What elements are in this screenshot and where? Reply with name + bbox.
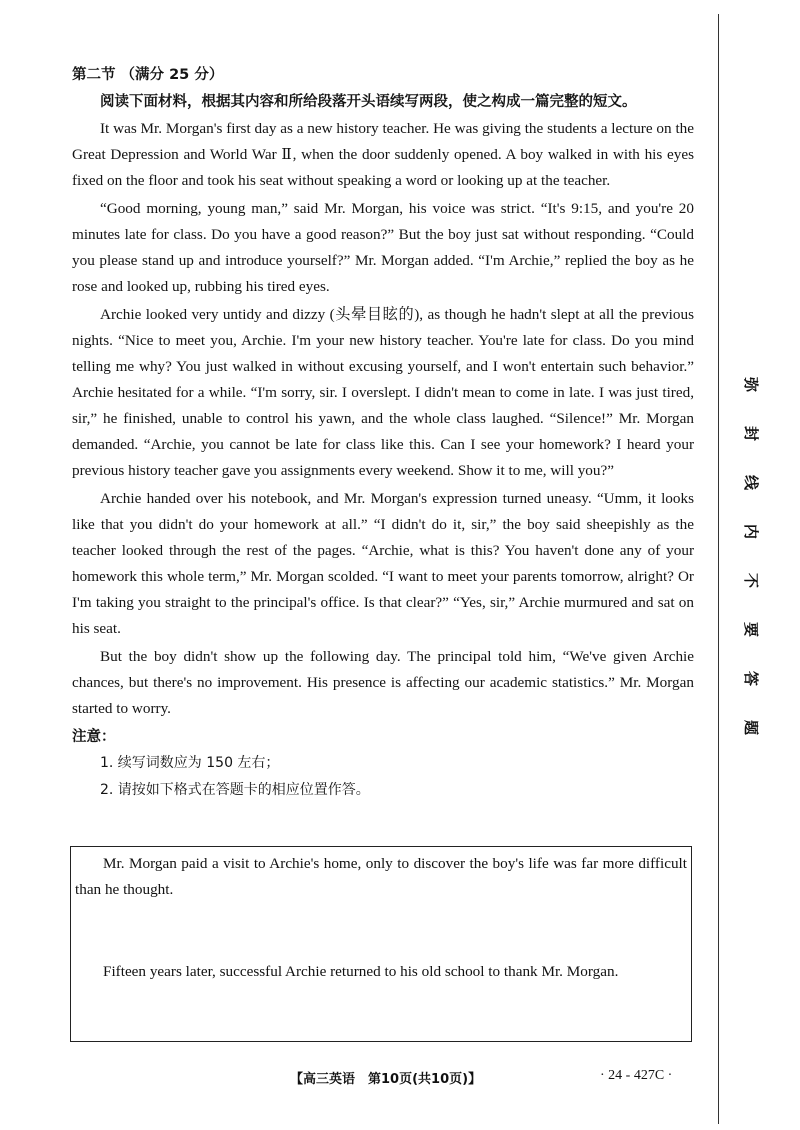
page-footer	[0, 1064, 800, 1090]
note-item: 2. 请按如下格式在答题卡的相应位置作答。	[100, 782, 370, 798]
story-paragraph: It was Mr. Morgan's first day as a new history teacher. He was giving the students a lecture on the Great Depression and World War Ⅱ, when the door suddenly opened. A boy walked in with his eyes fixed on the floor and took his seat without speaking a word or looking up at the teacher.	[72, 120, 694, 189]
instruction: 阅读下面材料，根据其内容和所给段落开头语续写两段，使之构成一篇完整的短文。	[100, 94, 637, 110]
binding-char: 封	[742, 425, 761, 442]
answer-format-box	[70, 846, 692, 1042]
binding-char: 内	[742, 523, 761, 540]
paragraph-opener-2: Fifteen years later, successful Archie returned to his old school to thank Mr. Morgan.	[103, 963, 619, 980]
binding-char: 题	[742, 719, 761, 736]
binding-char: 答	[742, 670, 761, 687]
note-item: 1. 续写词数应为 150 左右；	[100, 755, 280, 771]
binding-margin-text	[727, 360, 761, 752]
story-paragraph: “Good morning, young man,” said Mr. Morgan, his voice was strict. “It's 9:15, and you're 20 minutes late for class. Do you have a good reason?” But the boy just sat without responding. “Could you please stand up and introduce yourself?” Mr. Morgan added. “I'm Archie,” replied the boy as he rose and looked up, rubbing his tired eyes.	[72, 200, 694, 295]
binding-char: 弥	[742, 376, 761, 393]
footer-page-info: 【高三英语 第10页(共10页)】	[290, 1072, 482, 1087]
binding-line	[718, 14, 719, 1124]
story-paragraph: Archie looked very untidy and dizzy (头晕目眩的), as though he hadn't slept at all the previous nights. “Nice to meet you, Archie. I'm your new history teacher. You're late for class. Do you mind telling me why? You just walked in without excusing yourself, and I won't entertain such behavior.” Archie hesitated for a while. “I'm sorry, sir. I overslept. I didn't mean to come in late. I was just tired, sir,” he finished, unable to control his yawn, and the whole class laughed. “Silence!” Mr. Morgan demanded. “Archie, you cannot be late for class like this. Can I see your homework? I heard your previous history teacher gave you assignments every weekend. Show it to me, will you?”	[72, 306, 694, 479]
binding-char: 不	[742, 572, 761, 589]
paragraph-opener-1: Mr. Morgan paid a visit to Archie's home, only to discover the boy's life was far more difficult than he thought.	[75, 855, 687, 898]
exam-page	[72, 62, 694, 804]
notes-title: 注意：	[72, 729, 116, 745]
story-paragraph: But the boy didn't show up the following day. The principal told him, “We've given Archie chances, but there's no improvement. His presence is affecting our academic statistics.” Mr. Morgan started to worry.	[72, 648, 694, 717]
binding-char: 线	[742, 474, 761, 491]
footer-code: · 24 - 427C ·	[600, 1068, 673, 1083]
binding-char: 要	[742, 621, 761, 638]
story-paragraph: Archie handed over his notebook, and Mr. Morgan's expression turned uneasy. “Umm, it looks like that you didn't do your homework at all.” “I didn't do it, sir,” the boy said sheepishly as the teacher looked through the rest of the pages. “Archie, what is this? You haven't done any of your homework this whole term,” Mr. Morgan scolded. “I want to meet your parents tomorrow, alright? Or I'm taking you straight to the principal's office. Is that clear?” “Yes, sir,” Archie murmured and sat on his seat.	[72, 490, 694, 637]
section-title: 第二节 （满分 25 分）	[72, 67, 224, 83]
